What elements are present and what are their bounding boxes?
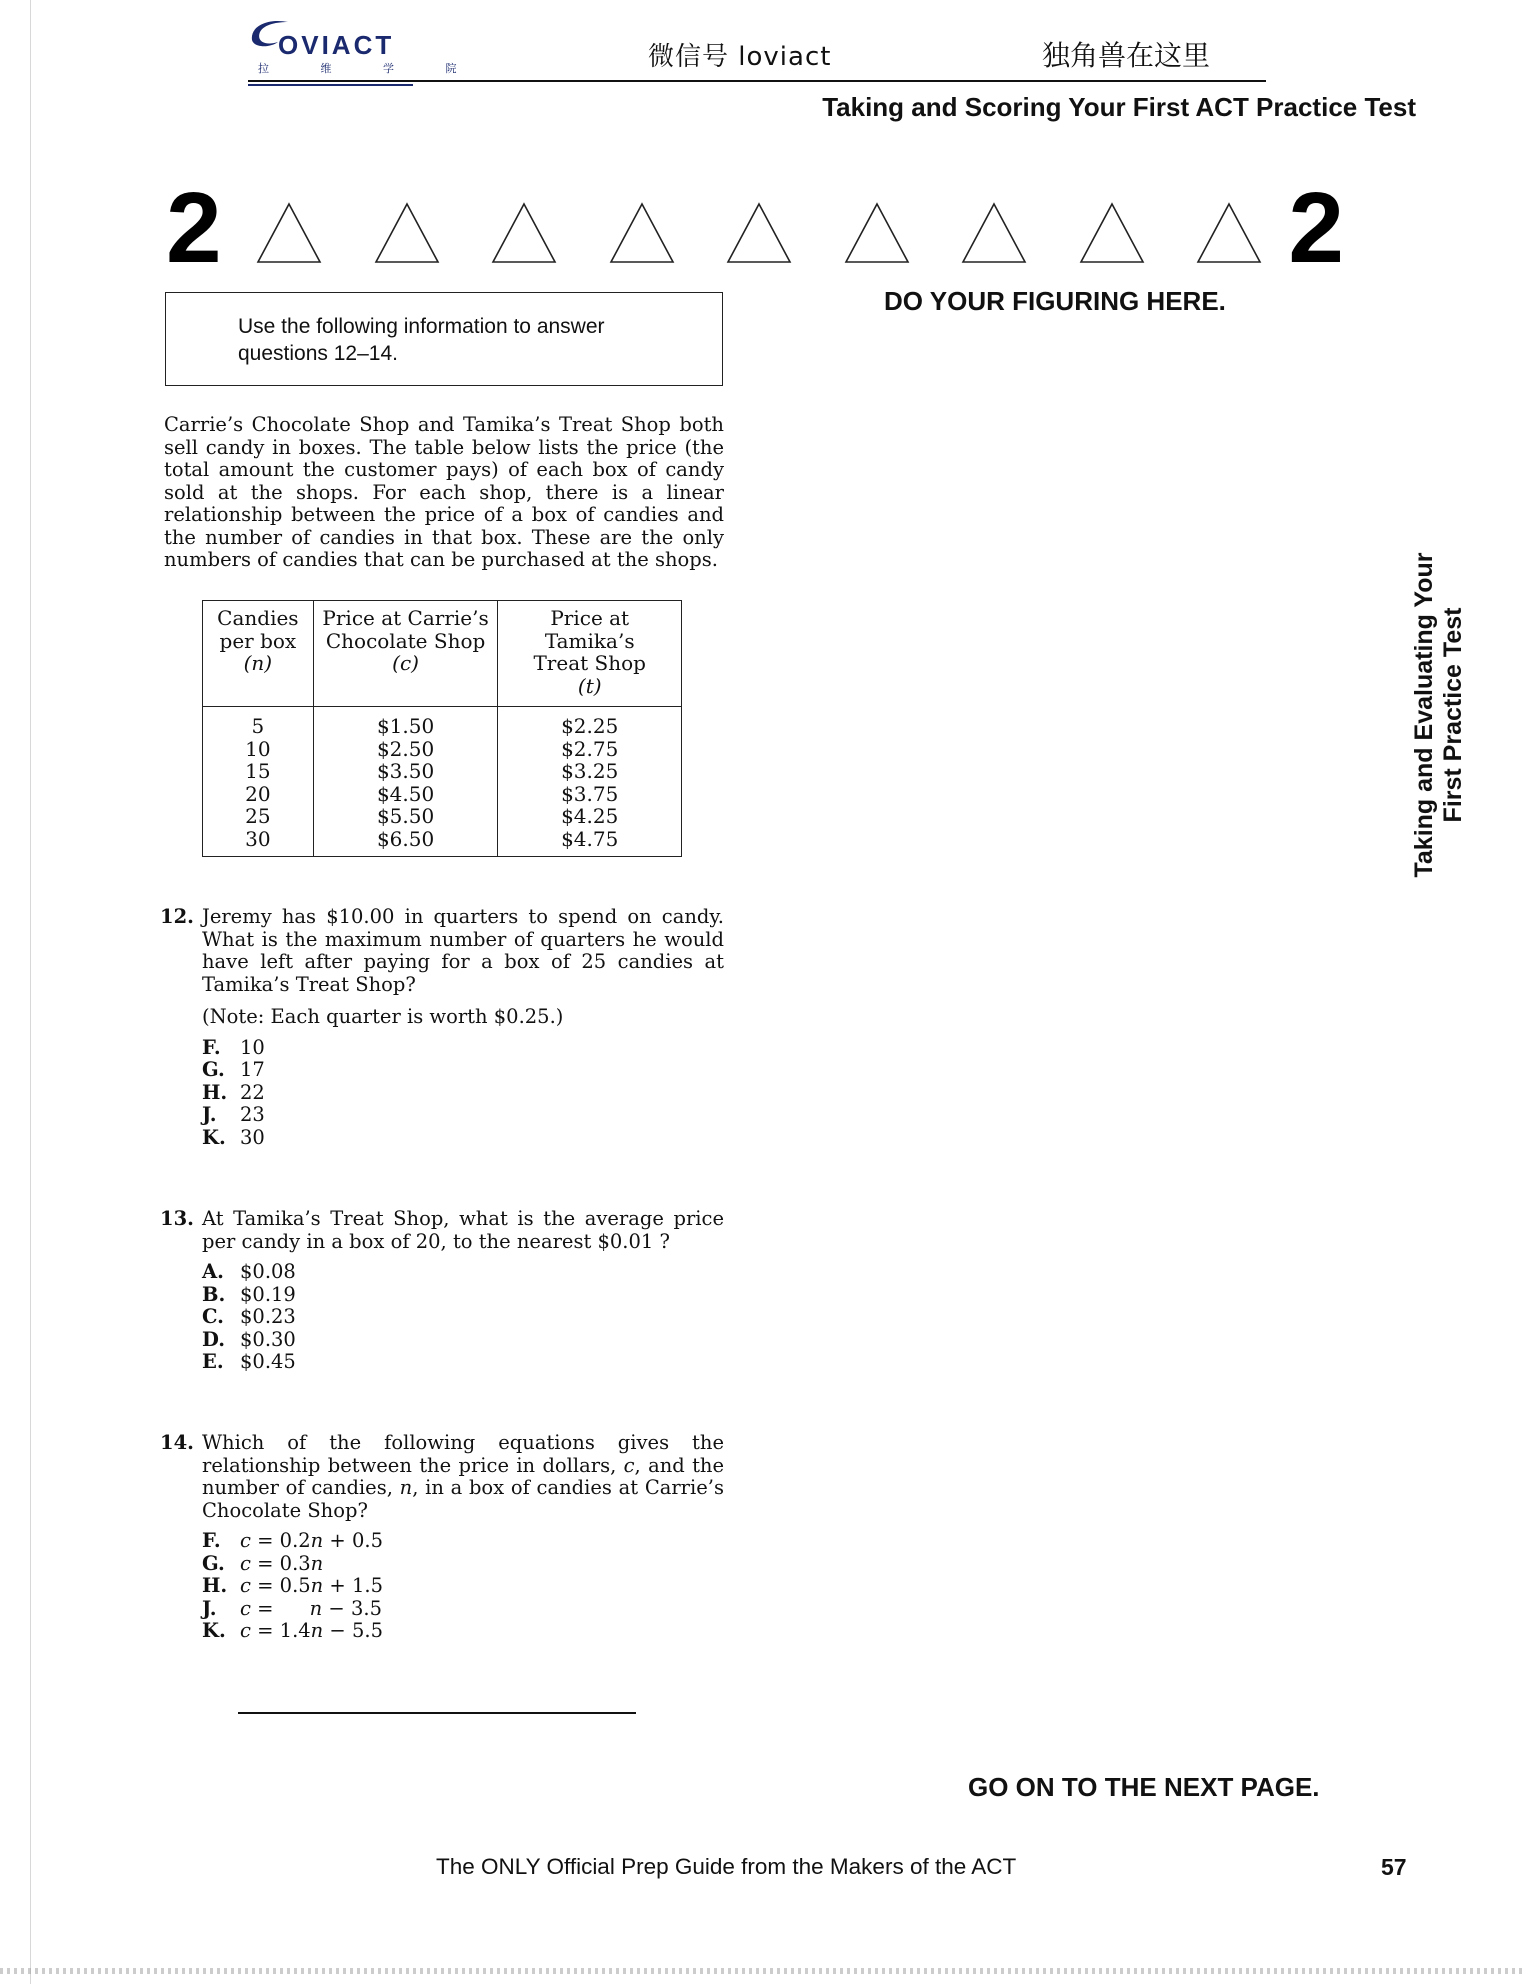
- question-number: 13.: [160, 1207, 194, 1230]
- question-stem: At Tamika’s Treat Shop, what is the average price per candy in a box of 20, to the nearest $0.01 ?: [202, 1207, 724, 1253]
- instruction-text: Use the following information to answer questions 12–14.: [238, 315, 605, 365]
- table-cell: $6.50: [313, 828, 498, 857]
- answer-choice[interactable]: F. 10: [202, 1035, 265, 1059]
- table-cell: $3.25: [498, 760, 682, 783]
- table-row: [203, 738, 682, 761]
- table-header-row: [203, 601, 682, 707]
- passage-text: Carrie’s Chocolate Shop and Tamika’s Treat Shop both sell candy in boxes. The table below lists the price (the total amount the customer pays) of each box of candy sold at the shops. For each shop, there is a linear relationship between the price of a box of candies and the number of candies in that box. These are the only numbers of candies that can be purchased at the shops.: [164, 413, 724, 571]
- table-cell: $4.75: [498, 828, 682, 857]
- page-number: 57: [1381, 1854, 1407, 1880]
- question-14: [160, 1432, 724, 1643]
- answer-choice[interactable]: F. c = 0.2n + 0.5: [202, 1529, 383, 1552]
- question-stem: Jeremy has $10.00 in quarters to spend on candy. What is the maximum number of quarters he would have left after paying for a box of 25 candies at Tamika’s Treat Shop?: [202, 905, 724, 996]
- running-head: Taking and Scoring Your First ACT Practice Test: [822, 92, 1416, 122]
- wechat-id: 微信号 loviact: [648, 42, 832, 72]
- table-row: [203, 828, 682, 857]
- answer-choices: [202, 1037, 724, 1150]
- question-stem: Which of the following equations gives the relationship between the price in dollars, c, and the number of candies, n, in a box of candies at Carrie’s Chocolate Shop?: [202, 1431, 725, 1522]
- answer-choice[interactable]: G. c = 0.3n: [202, 1551, 324, 1575]
- section-banner: [166, 172, 1344, 284]
- table-cell: $4.50: [313, 783, 498, 806]
- table-row: [203, 760, 682, 783]
- table-row: [203, 707, 682, 738]
- answer-choice[interactable]: E. $0.45: [202, 1350, 296, 1373]
- table-cell: $3.50: [313, 760, 498, 783]
- table-cell: 25: [203, 805, 314, 828]
- table-header-cell: Candies per box (n): [203, 601, 314, 707]
- answer-choice[interactable]: G. 17: [202, 1058, 265, 1081]
- answer-choice[interactable]: C. $0.23: [202, 1305, 296, 1328]
- table-cell: 20: [203, 783, 314, 806]
- figuring-label: DO YOUR FIGURING HERE.: [884, 286, 1226, 316]
- answer-choice[interactable]: K. 30: [202, 1125, 265, 1149]
- table-cell: $1.50: [313, 707, 498, 738]
- question-12: [160, 906, 724, 1149]
- section-end-rule: [238, 1712, 636, 1714]
- price-table: [202, 600, 682, 857]
- go-on-label: GO ON TO THE NEXT PAGE.: [968, 1772, 1320, 1802]
- answer-choices: [202, 1261, 724, 1374]
- question-number: 14.: [160, 1431, 194, 1454]
- answer-choice[interactable]: J. c = n − 3.5: [202, 1596, 382, 1620]
- side-tab: [1380, 530, 1520, 900]
- triangle-icon: [609, 202, 675, 264]
- table-row: [203, 783, 682, 806]
- triangle-icon: [374, 202, 440, 264]
- triangle-icon: [844, 202, 910, 264]
- answer-choice[interactable]: D. $0.30: [202, 1327, 296, 1351]
- table-header-cell: Price at Tamika’s Treat Shop (t): [498, 601, 682, 707]
- answer-choice[interactable]: K. c = 1.4n − 5.5: [202, 1619, 383, 1642]
- triangle-icon: [961, 202, 1027, 264]
- answer-choice[interactable]: B. $0.19: [202, 1282, 296, 1306]
- table-cell: $2.75: [498, 738, 682, 761]
- logo-wordmark: OVIACT: [278, 30, 395, 60]
- instruction-box: [165, 292, 723, 386]
- triangle-icon: [1079, 202, 1145, 264]
- question-number: 12.: [160, 905, 194, 928]
- triangle-row: [256, 202, 1262, 264]
- question-note: (Note: Each quarter is worth $0.25.): [202, 1005, 564, 1028]
- answer-choice[interactable]: J. 23: [202, 1103, 265, 1126]
- footer-text: The ONLY Official Prep Guide from the Makers of the ACT: [436, 1854, 1017, 1879]
- table-cell: $2.50: [313, 738, 498, 761]
- scan-bottom-noise: [0, 1968, 1524, 1974]
- table-cell: 15: [203, 760, 314, 783]
- answer-choice[interactable]: H. c = 0.5n + 1.5: [202, 1574, 383, 1597]
- table-cell: $3.75: [498, 783, 682, 806]
- header-rule: [248, 80, 1266, 82]
- section-number-left: 2: [166, 172, 222, 284]
- triangle-icon: [1196, 202, 1262, 264]
- table-cell: $2.25: [498, 707, 682, 738]
- answer-choice[interactable]: A. $0.08: [202, 1260, 296, 1283]
- table-cell: 30: [203, 828, 314, 857]
- table-row: [203, 805, 682, 828]
- loviact-logo: [248, 14, 481, 75]
- side-tab-text: Taking and Evaluating Your First Practice Test: [1410, 552, 1467, 878]
- header-tagline: 独角兽在这里: [1042, 39, 1211, 72]
- table-cell: $5.50: [313, 805, 498, 828]
- table-cell: 5: [203, 707, 314, 738]
- answer-choice[interactable]: H. 22: [202, 1080, 265, 1104]
- triangle-icon: [726, 202, 792, 264]
- question-13: [160, 1208, 724, 1374]
- scan-edge-line: [30, 0, 31, 1984]
- logo-underline: [248, 84, 413, 86]
- table-cell: 10: [203, 738, 314, 761]
- triangle-icon: [256, 202, 322, 264]
- section-number-right: 2: [1288, 172, 1344, 284]
- table-header-cell: Price at Carrie’s Chocolate Shop (c): [313, 601, 498, 707]
- logo-subtitle: 拉 维 学 院: [258, 62, 481, 75]
- table-cell: $4.25: [498, 805, 682, 828]
- answer-choices: [202, 1530, 724, 1643]
- triangle-icon: [491, 202, 557, 264]
